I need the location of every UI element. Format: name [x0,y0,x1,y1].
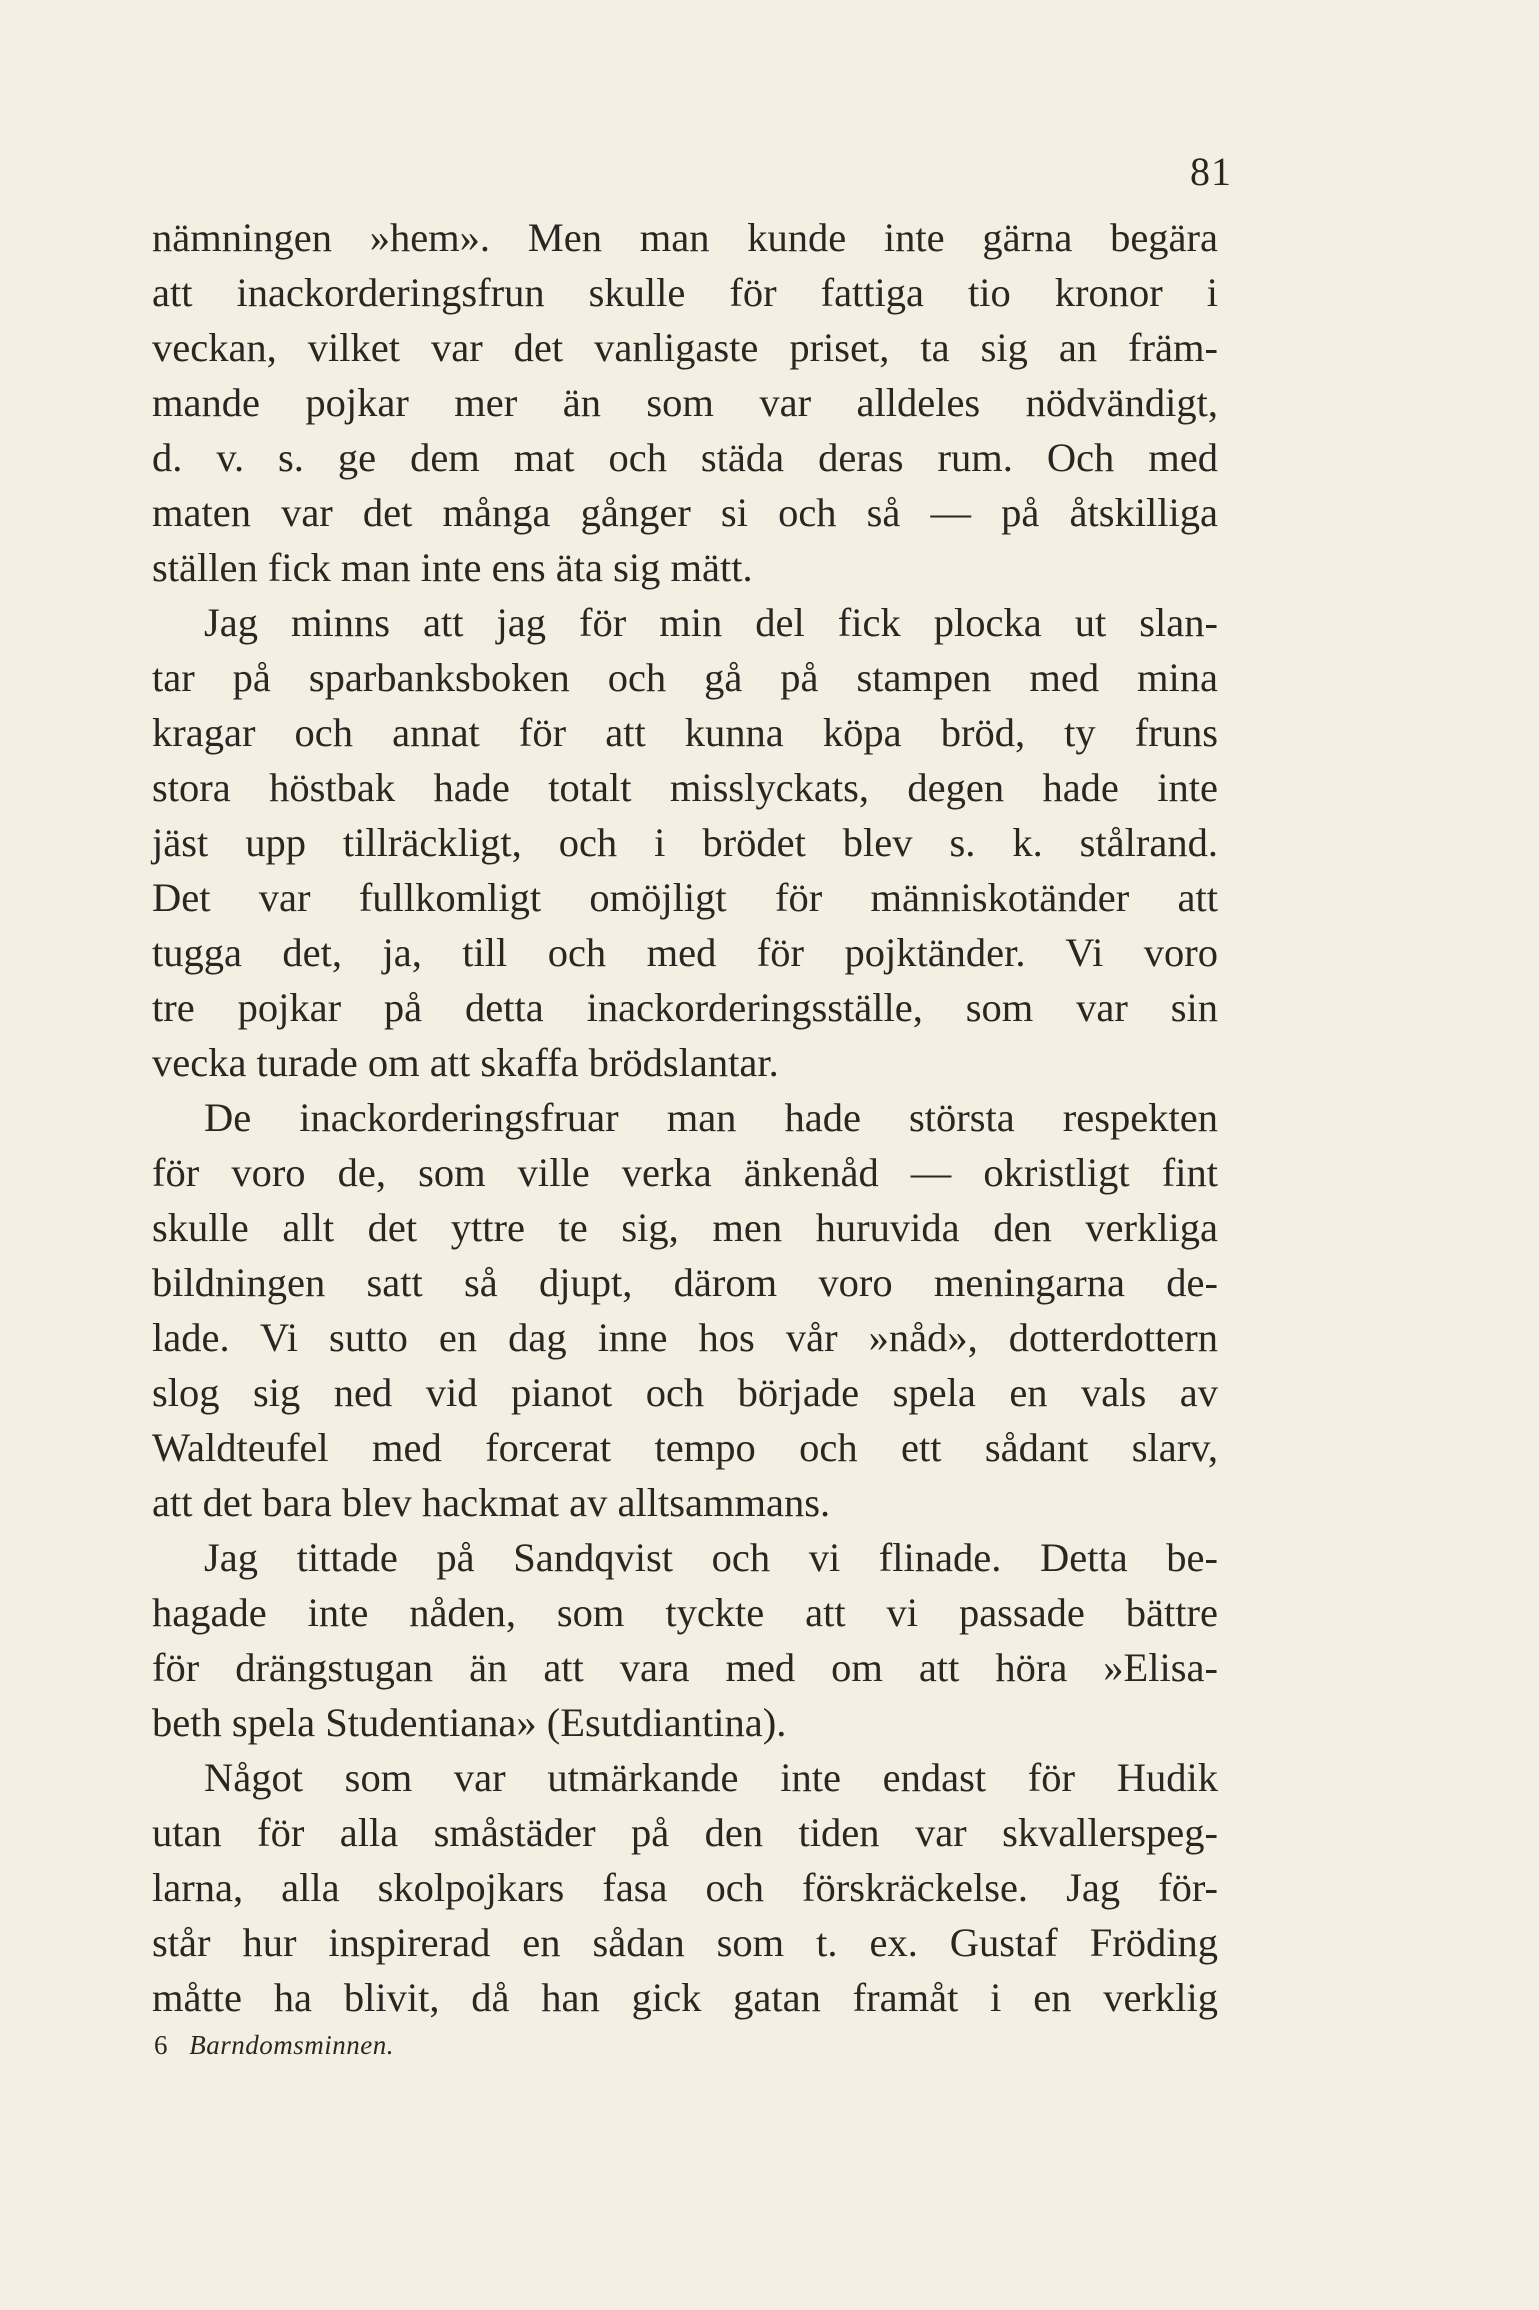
text-line: maten var det många gånger si och så — på åtskilliga [152,490,1218,535]
text-line: stora höstbak hade totalt misslyckats, degen hade inte [152,765,1218,810]
text-line: står hur inspirerad en sådan som t. ex. Gustaf Fröding [152,1920,1218,1965]
text-line: för drängstugan än att vara med om att höra »Elisa- [152,1645,1218,1690]
text-line: larna, alla skolpojkars fasa och förskräckelse. Jag för- [152,1865,1218,1910]
text-line: veckan, vilket var det vanligaste priset, ta sig an främ- [152,325,1218,370]
text-line: lade. Vi sutto en dag inne hos vår »nåd», dotterdottern [152,1315,1218,1360]
text-line: slog sig ned vid pianot och började spela en vals av [152,1370,1218,1415]
page-number: 81 [1190,149,1232,194]
text-line: De inackorderingsfruar man hade största respekten [204,1095,1218,1140]
text-line: Jag tittade på Sandqvist och vi flinade. Detta be- [204,1535,1218,1580]
text-line: utan för alla småstäder på den tiden var skvallerspeg- [152,1810,1218,1855]
text-line: d. v. s. ge dem mat och städa deras rum. Och med [152,435,1218,480]
text-line: ställen fick man inte ens äta sig mätt. [152,545,753,590]
text-line: Waldteufel med forcerat tempo och ett sådant slarv, [152,1425,1218,1470]
text-line: tugga det, ja, till och med för pojktänder. Vi voro [152,930,1218,975]
text-line: vecka turade om att skaffa brödslantar. [152,1040,779,1085]
book-title: Barndomsminnen. [189,2030,394,2060]
text-line: att det bara blev hackmat av alltsammans. [152,1480,831,1525]
body-text [152,210,1218,2025]
text-line: skulle allt det yttre te sig, men huruvida den verkliga [152,1205,1218,1250]
text-line: jäst upp tillräckligt, och i brödet blev s. k. stålrand. [152,820,1218,865]
text-line: bildningen satt så djupt, därom voro meningarna de- [152,1260,1218,1305]
signature-mark: 6 [154,2030,168,2060]
text-line: hagade inte nåden, som tyckte att vi passade bättre [152,1590,1218,1635]
text-line: beth spela Studentiana» (Esutdiantina). [152,1700,787,1745]
page-footer [154,2030,394,2061]
text-line: Det var fullkomligt omöjligt för människotänder att [152,875,1218,920]
text-line: att inackorderingsfrun skulle för fattiga tio kronor i [152,270,1218,315]
text-line: måtte ha blivit, då han gick gatan framåt i en verklig [152,1975,1218,2020]
text-line: tar på sparbanksboken och gå på stampen med mina [152,655,1218,700]
text-line: kragar och annat för att kunna köpa bröd, ty fruns [152,710,1218,755]
text-line: nämningen »hem». Men man kunde inte gärna begära [152,215,1218,260]
text-line: tre pojkar på detta inackorderingsställe, som var sin [152,985,1218,1030]
text-line: för voro de, som ville verka änkenåd — okristligt fint [152,1150,1218,1195]
text-line: Något som var utmärkande inte endast för Hudik [204,1755,1218,1800]
text-line: Jag minns att jag för min del fick plocka ut slan- [204,600,1218,645]
text-line: mande pojkar mer än som var alldeles nödvändigt, [152,380,1218,425]
